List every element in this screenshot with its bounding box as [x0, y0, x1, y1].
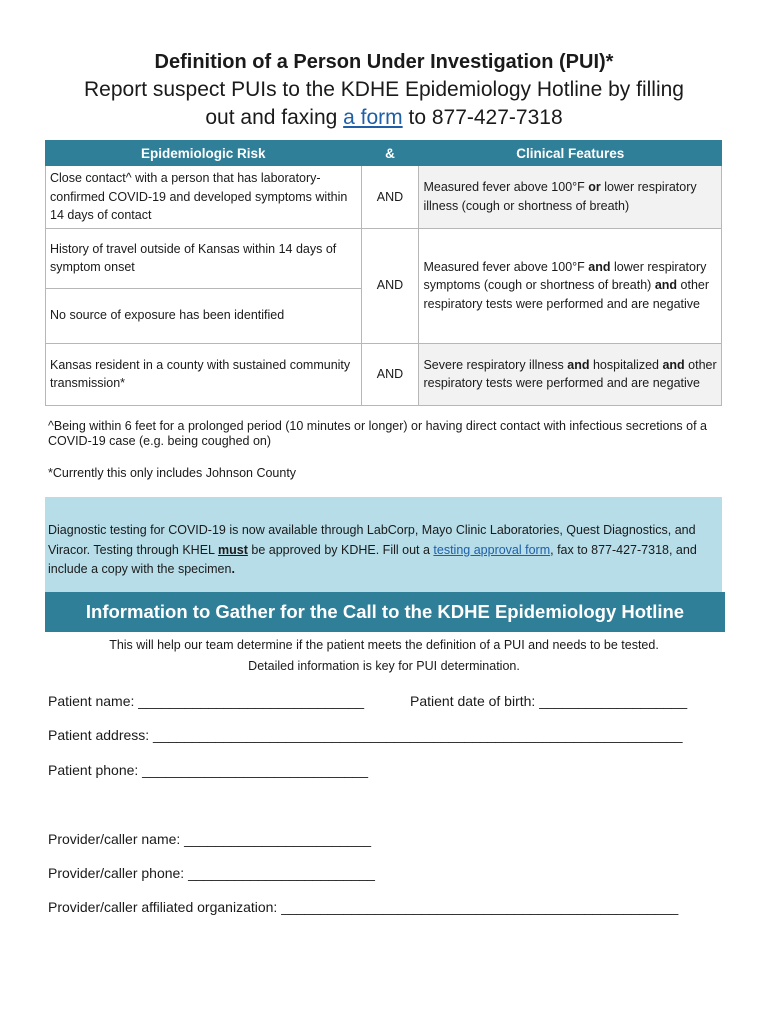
intro-line2: Detailed information is key for PUI determination.	[248, 659, 520, 673]
risk-cell: Kansas resident in a county with sustained community transmission*	[46, 343, 362, 405]
joiner-cell: AND	[361, 343, 419, 405]
table-row	[46, 343, 722, 405]
testing-must: must	[218, 542, 248, 557]
patient-name-field[interactable]: Patient name: _____________________________	[48, 693, 365, 709]
footnote-star: *Currently this only includes Johnson County	[48, 466, 297, 480]
clinical-cell	[419, 228, 722, 343]
header-clinical-features: Clinical Features	[419, 141, 722, 166]
clinical-text: lower respiratory illness (cough or shortness of breath)	[423, 180, 697, 213]
testing-text: Diagnostic testing for COVID-19 is now available through LabCorp, Mayo Clinic Laboratories, Quest Diagnostics, and Viracor. Testing through KHEL	[48, 523, 696, 557]
clinical-cell	[419, 343, 722, 405]
subtitle-post: to 877-427-7318	[402, 106, 563, 129]
intro-text	[0, 635, 768, 677]
page-subtitle-line2	[0, 104, 768, 132]
risk-cell: Close contact^ with a person that has laboratory-confirmed COVID-19 and developed symptoms within 14 days of contact	[46, 166, 362, 229]
testing-info-box	[45, 497, 722, 592]
clinical-cell	[419, 166, 722, 229]
clinical-text: Measured fever above 100°F	[423, 259, 589, 274]
provider-phone-field[interactable]: Provider/caller phone: ________________________	[48, 865, 375, 881]
patient-address-field[interactable]: Patient address: ____________________________________________________________________	[48, 727, 683, 743]
clinical-text: other respiratory tests were performed and are negative	[423, 357, 717, 390]
provider-org-field[interactable]: Provider/caller affiliated organization: ___________________________________________________	[48, 899, 679, 915]
clinical-text: hospitalized	[589, 357, 663, 372]
page-subtitle-line1: Report suspect PUIs to the KDHE Epidemiology Hotline by filling	[84, 78, 684, 101]
intro-line1: This will help our team determine if the patient meets the definition of a PUI and needs to be tested.	[109, 638, 659, 652]
form-link[interactable]: a form	[343, 106, 403, 129]
clinical-bold: and	[588, 259, 611, 274]
clinical-bold: and	[662, 357, 685, 372]
patient-phone-field[interactable]: Patient phone: _____________________________	[48, 762, 368, 778]
provider-name-field[interactable]: Provider/caller name: ________________________	[48, 831, 372, 847]
clinical-bold: and	[654, 278, 678, 293]
testing-info-text	[48, 521, 718, 580]
risk-cell: History of travel outside of Kansas within 14 days of symptom onset	[46, 228, 362, 288]
joiner-cell: AND	[361, 228, 419, 343]
testing-text: , fax to 877-427-7318, and include a copy with the specimen	[48, 542, 697, 576]
header-ampersand: &	[361, 141, 419, 166]
testing-period: .	[231, 562, 235, 576]
page-title: Definition of a Person Under Investigation (PUI)*	[154, 51, 614, 73]
header-epidemiologic-risk: Epidemiologic Risk	[46, 141, 362, 166]
table-row	[46, 166, 722, 229]
section-banner: Information to Gather for the Call to the KDHE Epidemiology Hotline	[45, 592, 725, 632]
clinical-bold: and	[567, 357, 590, 372]
footnote-caret: ^Being within 6 feet for a prolonged period (10 minutes or longer) or having direct contact with infectious secretions of a COVID-19 case (e.g. being coughed on)	[48, 419, 708, 448]
patient-dob-field[interactable]: Patient date of birth: ___________________	[410, 693, 688, 709]
table-header-row	[46, 141, 722, 166]
page-header	[0, 48, 768, 132]
clinical-text: Severe respiratory illness	[423, 357, 568, 372]
table-row	[46, 228, 722, 288]
pui-definition-table	[45, 140, 722, 406]
testing-approval-form-link[interactable]: testing approval form	[433, 542, 551, 557]
joiner-cell: AND	[361, 166, 419, 229]
risk-cell: No source of exposure has been identified	[46, 288, 362, 343]
clinical-text: other respiratory tests were performed and are negative	[423, 278, 710, 311]
clinical-text: Measured fever above 100°F	[423, 180, 589, 195]
subtitle-pre: out and faxing	[205, 106, 344, 129]
clinical-text: lower respiratory symptoms (cough or shortness of breath)	[423, 259, 707, 293]
clinical-bold: or	[588, 180, 601, 195]
testing-text: be approved by KDHE. Fill out a	[247, 542, 434, 557]
